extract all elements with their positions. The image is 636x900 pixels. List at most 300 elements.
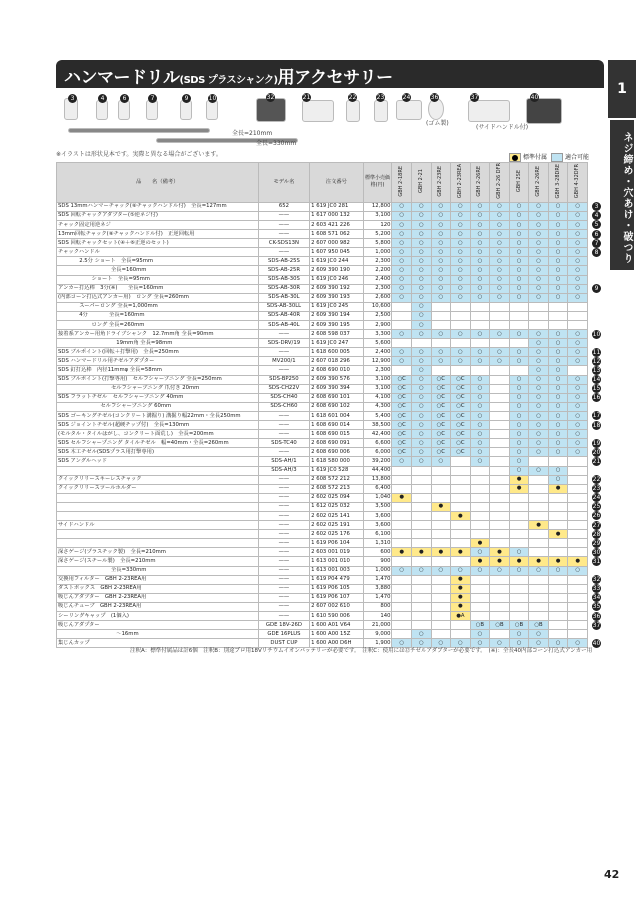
length-label: 全長=210mm xyxy=(232,130,273,137)
order-number: 1 618 580 000 xyxy=(310,457,364,466)
compat-cell: ○ xyxy=(392,211,412,220)
compat-cell: ○ xyxy=(431,357,451,366)
compat-cell: ○ xyxy=(490,202,510,211)
compat-cell xyxy=(568,548,588,557)
compat-cell: ○ xyxy=(548,566,568,575)
order-number: 1 613 001 010 xyxy=(310,557,364,566)
price: 2,500 xyxy=(363,311,392,320)
compat-cell: ○ xyxy=(548,375,568,384)
item-name: 全長=160mm xyxy=(57,266,259,275)
table-row xyxy=(57,566,588,575)
row-number-badge: 9 xyxy=(592,284,601,293)
compat-cell xyxy=(529,321,549,330)
compat-cell xyxy=(568,612,588,621)
compat-cell: ○ xyxy=(548,393,568,402)
model-name: —— xyxy=(258,612,309,621)
row-number-badge: 19 xyxy=(592,439,601,447)
compat-cell xyxy=(490,457,510,466)
order-number: 1 619 JC0 528 xyxy=(310,466,364,475)
compat-cell: ○ xyxy=(568,566,588,575)
compat-cell: ○ xyxy=(548,330,568,339)
compat-cell xyxy=(548,493,568,502)
row-number-badge: 24 xyxy=(592,494,601,502)
compat-cell: ○ xyxy=(529,248,549,257)
price: 2,300 xyxy=(363,257,392,266)
price: 3,600 xyxy=(363,511,392,520)
compat-cell xyxy=(470,593,490,602)
compat-cell xyxy=(568,366,588,375)
compat-cell: ○ xyxy=(412,384,432,393)
compat-cell xyxy=(509,311,529,320)
compat-cell xyxy=(548,539,568,548)
table-row xyxy=(57,439,588,448)
row-number-badge: 25 xyxy=(592,503,601,511)
compat-cell: ○ xyxy=(392,230,412,239)
compat-cell: ○ xyxy=(529,339,549,348)
compat-cell: ● xyxy=(431,548,451,557)
compat-cell: ○ xyxy=(548,348,568,357)
table-row xyxy=(57,293,588,302)
compat-cell: ○ xyxy=(470,393,490,402)
compat-cell xyxy=(490,584,510,593)
table-row xyxy=(57,602,588,611)
compat-cell: ○ xyxy=(509,466,529,475)
compat-cell: ○ xyxy=(431,566,451,575)
price: 1,470 xyxy=(363,593,392,602)
compat-cell xyxy=(392,557,412,566)
table-row xyxy=(57,348,588,357)
compat-cell: ○ xyxy=(509,393,529,402)
compat-cell: ○ xyxy=(548,357,568,366)
row-number-badge: 12 xyxy=(592,357,601,365)
price: 3,100 xyxy=(363,384,392,393)
row-number-badge: 26 xyxy=(592,512,601,520)
compat-cell: ○ xyxy=(548,211,568,220)
compat-cell: ○ xyxy=(451,202,471,211)
model-name: —— xyxy=(258,521,309,530)
row-number-badge: 5 xyxy=(592,220,601,229)
compat-cell: ○ xyxy=(529,266,549,275)
compat-cell xyxy=(509,593,529,602)
table-row xyxy=(57,557,588,566)
compat-cell xyxy=(568,584,588,593)
compat-cell: ● xyxy=(392,548,412,557)
compat-cell: ○ xyxy=(529,348,549,357)
compat-cell: ○ xyxy=(490,266,510,275)
compat-cell: ● xyxy=(451,584,471,593)
item-number: 9 xyxy=(182,94,191,103)
compat-cell xyxy=(509,321,529,330)
illustration-note: ※イラストは形状見本です。実際と異なる場合がございます。 xyxy=(56,151,222,158)
model-name: —— xyxy=(258,475,309,484)
compat-cell xyxy=(568,630,588,639)
compat-cell: ○ xyxy=(431,275,451,284)
item-number: 40 xyxy=(530,94,539,101)
model-name: SDS-AB-40R xyxy=(258,311,309,320)
item-name xyxy=(57,539,259,548)
price: 38,500 xyxy=(363,421,392,430)
page-number: 42 xyxy=(604,868,620,881)
compat-cell: ○C xyxy=(451,393,471,402)
model-name: SDS-AB-25R xyxy=(258,266,309,275)
compat-cell: ○ xyxy=(431,257,451,266)
compat-cell xyxy=(412,339,432,348)
compat-cell xyxy=(470,484,490,493)
table-row xyxy=(57,621,588,630)
model-name: SDS-AB-40L xyxy=(258,321,309,330)
compat-cell: ○ xyxy=(529,384,549,393)
compat-cell xyxy=(470,502,490,511)
compat-cell: ○ xyxy=(548,239,568,248)
model-name: SDS-CH40 xyxy=(258,393,309,402)
compat-cell xyxy=(412,557,432,566)
compat-cell: ○ xyxy=(490,230,510,239)
table-row xyxy=(57,239,588,248)
item-name xyxy=(57,466,259,475)
compat-cell xyxy=(451,557,471,566)
compat-cell xyxy=(568,575,588,584)
compat-cell: ○ xyxy=(509,439,529,448)
compat-cell: ○ xyxy=(451,275,471,284)
compat-cell xyxy=(431,521,451,530)
table-row xyxy=(57,630,588,639)
price: 3,300 xyxy=(363,330,392,339)
model-name: CK-SDS13N xyxy=(258,239,309,248)
compat-cell: ○ xyxy=(529,411,549,420)
legend xyxy=(509,152,589,162)
compat-cell: ○ xyxy=(412,421,432,430)
table-row xyxy=(57,266,588,275)
compat-cell: ○C xyxy=(451,411,471,420)
compat-cell: ○ xyxy=(451,257,471,266)
model-name: GDE 18V-26D xyxy=(258,621,309,630)
model-name: —— xyxy=(258,584,309,593)
price: 3,500 xyxy=(363,502,392,511)
compat-cell xyxy=(490,421,510,430)
compat-cell: ○C xyxy=(392,430,412,439)
compat-cell: ● xyxy=(529,557,549,566)
item-name: 吸じんチューブ GBH 2-23REA用 xyxy=(57,602,259,611)
compat-cell: ○ xyxy=(548,339,568,348)
item-name: セルフシャープニング 爪付き 20mm xyxy=(57,384,259,393)
compat-cell: ○C xyxy=(392,411,412,420)
compat-cell: ○ xyxy=(548,266,568,275)
price: 3,100 xyxy=(363,375,392,384)
compat-cell xyxy=(490,575,510,584)
row-number-badge: 30 xyxy=(592,548,601,556)
compat-cell: ○C xyxy=(392,375,412,384)
compat-cell: ○C xyxy=(392,402,412,411)
compat-cell: ○ xyxy=(470,402,490,411)
compat-cell xyxy=(490,311,510,320)
drive-shank-image xyxy=(206,100,218,120)
compat-cell: ○ xyxy=(451,357,471,366)
model-name: —— xyxy=(258,548,309,557)
price: 900 xyxy=(363,557,392,566)
model-name: —— xyxy=(258,248,309,257)
compat-cell: ○ xyxy=(412,202,432,211)
compat-cell: ○ xyxy=(412,330,432,339)
compat-cell: ○ xyxy=(548,439,568,448)
compat-cell xyxy=(431,575,451,584)
compat-cell xyxy=(451,502,471,511)
compat-cell xyxy=(490,411,510,420)
compat-cell xyxy=(412,466,432,475)
compat-cell xyxy=(392,575,412,584)
model-name: —— xyxy=(258,211,309,220)
price: 6,000 xyxy=(363,448,392,457)
compat-cell xyxy=(529,575,549,584)
order-number: 2 608 572 212 xyxy=(310,475,364,484)
item-name: サイドハンドル xyxy=(57,521,259,530)
order-number: 1 608 690 015 xyxy=(310,430,364,439)
item-name: SDS ジョイントチゼル(超硬チップ付) 全長=130mm xyxy=(57,421,259,430)
compat-cell: ○C xyxy=(451,448,471,457)
price: 13,800 xyxy=(363,475,392,484)
compat-cell xyxy=(431,602,451,611)
order-number: 2 609 390 195 xyxy=(310,321,364,330)
compat-cell: ○C xyxy=(451,384,471,393)
compat-cell: ○ xyxy=(509,348,529,357)
compat-cell: ○ xyxy=(548,284,568,293)
price: 6,400 xyxy=(363,484,392,493)
compat-cell xyxy=(412,575,432,584)
compat-cell xyxy=(490,439,510,448)
model-name: —— xyxy=(258,502,309,511)
compat-cell: ○ xyxy=(412,448,432,457)
header-tool: GBH 4-32DFR xyxy=(568,163,588,203)
compat-cell: ○ xyxy=(431,230,451,239)
compat-cell xyxy=(548,457,568,466)
price: 2,200 xyxy=(363,266,392,275)
order-number: 1 600 A00 D6H xyxy=(310,639,364,648)
compat-cell: ○ xyxy=(470,348,490,357)
anchor-rod-image xyxy=(68,128,210,133)
price: 5,800 xyxy=(363,239,392,248)
model-name: SDS-TC40 xyxy=(258,439,309,448)
compat-cell xyxy=(451,521,471,530)
item-name: SDS 木工チゼル(SDSプラス用打撃専用) xyxy=(57,448,259,457)
compat-cell xyxy=(568,493,588,502)
compat-cell xyxy=(431,539,451,548)
item-name: SDS 回転チャックセット(④＋⑥正逆のセット) xyxy=(57,239,259,248)
compat-cell xyxy=(568,457,588,466)
dust-adapter-image xyxy=(468,100,510,122)
row-number-badge: 29 xyxy=(592,539,601,547)
compat-cell: ○C xyxy=(451,421,471,430)
item-number: 36 xyxy=(430,94,439,101)
table-row xyxy=(57,248,588,257)
compat-cell: ○ xyxy=(548,639,568,648)
compat-cell: ○ xyxy=(509,230,529,239)
compat-cell xyxy=(431,511,451,520)
compat-cell: ○ xyxy=(451,330,471,339)
compat-cell: ○ xyxy=(392,248,412,257)
compat-cell: ○C xyxy=(431,439,451,448)
compat-cell: ○C xyxy=(431,384,451,393)
compat-cell: ○ xyxy=(490,239,510,248)
compat-cell xyxy=(490,393,510,402)
compat-cell xyxy=(470,339,490,348)
compat-cell: ○ xyxy=(568,257,588,266)
row-number-badge: 23 xyxy=(592,485,601,493)
compat-cell: ○ xyxy=(490,348,510,357)
price: 10,600 xyxy=(363,302,392,311)
price: 21,000 xyxy=(363,621,392,630)
model-name: —— xyxy=(258,566,309,575)
item-name xyxy=(57,511,259,520)
compat-cell: ○ xyxy=(529,284,549,293)
compat-cell xyxy=(529,475,549,484)
compat-cell: ○ xyxy=(470,357,490,366)
compat-cell: ○ xyxy=(548,230,568,239)
compat-cell xyxy=(568,466,588,475)
compat-cell: ○ xyxy=(412,293,432,302)
compat-cell xyxy=(509,339,529,348)
compat-cell xyxy=(470,575,490,584)
compat-cell xyxy=(509,530,529,539)
table-row xyxy=(57,484,588,493)
order-number: 2 607 002 610 xyxy=(310,602,364,611)
row-number-badge: 16 xyxy=(592,394,601,402)
table-row xyxy=(57,321,588,330)
compat-cell: ○ xyxy=(490,220,510,229)
compat-cell xyxy=(490,402,510,411)
compat-cell: ○ xyxy=(509,548,529,557)
item-name xyxy=(57,493,259,502)
compat-cell: ○ xyxy=(490,330,510,339)
compat-cell xyxy=(568,511,588,520)
order-number: 1 617 000 132 xyxy=(310,211,364,220)
compat-cell: ○ xyxy=(412,366,432,375)
item-name: アンカー打込棒 3分(※) 全長=160mm xyxy=(57,284,259,293)
item-name: ～16mm xyxy=(57,630,259,639)
model-name: —— xyxy=(258,557,309,566)
adapter-image xyxy=(96,100,108,120)
compat-cell: ○ xyxy=(509,457,529,466)
compat-cell: ○ xyxy=(568,220,588,229)
model-name: —— xyxy=(258,602,309,611)
compat-cell: ○ xyxy=(529,630,549,639)
compat-cell xyxy=(529,584,549,593)
compat-cell: ○ xyxy=(451,266,471,275)
price: 2,400 xyxy=(363,348,392,357)
order-number: 2 603 001 019 xyxy=(310,548,364,557)
compat-cell xyxy=(509,366,529,375)
compat-cell: ○ xyxy=(412,257,432,266)
compat-cell xyxy=(412,493,432,502)
price: 1,470 xyxy=(363,575,392,584)
table-row xyxy=(57,593,588,602)
compat-cell: ○ xyxy=(548,293,568,302)
order-number: 1 619 P06 104 xyxy=(310,539,364,548)
compat-cell xyxy=(509,575,529,584)
table-row xyxy=(57,220,588,229)
table-row xyxy=(57,257,588,266)
compat-cell xyxy=(490,466,510,475)
compat-cell: ○ xyxy=(529,393,549,402)
compat-cell: ○ xyxy=(509,239,529,248)
compat-cell: ○ xyxy=(470,421,490,430)
compat-cell: ○C xyxy=(431,430,451,439)
compat-cell xyxy=(412,475,432,484)
price: 3,100 xyxy=(363,211,392,220)
compat-cell xyxy=(451,621,471,630)
row-number-badge: 20 xyxy=(592,448,601,456)
compat-cell: ○ xyxy=(412,230,432,239)
compat-cell xyxy=(568,502,588,511)
compat-cell xyxy=(548,302,568,311)
compat-cell: ○ xyxy=(470,248,490,257)
compat-cell xyxy=(451,302,471,311)
price: 3,880 xyxy=(363,584,392,593)
compat-cell: ● xyxy=(568,557,588,566)
table-row xyxy=(57,548,588,557)
row-number-badge: 33 xyxy=(592,585,601,593)
compat-cell: ○C xyxy=(431,375,451,384)
price: 9,000 xyxy=(363,630,392,639)
order-number: 2 608 598 037 xyxy=(310,330,364,339)
compat-cell: ○ xyxy=(509,421,529,430)
compat-cell: ○C xyxy=(392,448,412,457)
row-number-badge: 10 xyxy=(592,330,601,338)
order-number: 1 612 025 032 xyxy=(310,502,364,511)
row-number-badge: 3 xyxy=(592,202,601,211)
order-number: 2 608 572 213 xyxy=(310,484,364,493)
model-name: SDS-AB-25S xyxy=(258,257,309,266)
compat-cell: ○ xyxy=(431,211,451,220)
compat-cell: ○ xyxy=(470,639,490,648)
compat-cell: ○ xyxy=(412,284,432,293)
compat-cell: ○ xyxy=(529,202,549,211)
order-number: 1 610 590 006 xyxy=(310,612,364,621)
compat-cell: ○ xyxy=(392,257,412,266)
compat-cell: ○ xyxy=(392,293,412,302)
table-row xyxy=(57,357,588,366)
model-name: —— xyxy=(258,484,309,493)
order-number: 1 618 601 004 xyxy=(310,411,364,420)
compat-cell xyxy=(451,339,471,348)
compat-cell xyxy=(451,457,471,466)
compat-cell xyxy=(509,539,529,548)
compat-cell: ○C xyxy=(431,411,451,420)
compat-cell xyxy=(470,493,490,502)
model-name: —— xyxy=(258,230,309,239)
compat-cell xyxy=(568,530,588,539)
quick-release-chuck-image xyxy=(346,100,360,122)
compat-cell: ○ xyxy=(470,439,490,448)
compat-cell xyxy=(548,584,568,593)
compat-cell: ○ xyxy=(548,411,568,420)
header-tool: GBH 2-23REA xyxy=(451,163,471,203)
compat-cell xyxy=(392,302,412,311)
compat-cell xyxy=(392,502,412,511)
compat-cell: ○ xyxy=(568,330,588,339)
compat-cell: ○ xyxy=(412,566,432,575)
compat-cell xyxy=(568,593,588,602)
compat-cell xyxy=(490,612,510,621)
header-tool: GBH 2-26 DFR xyxy=(490,163,510,203)
compat-cell: ○ xyxy=(490,211,510,220)
compat-cell xyxy=(431,621,451,630)
header-price: 標準小売価格(円) xyxy=(363,163,392,203)
compat-cell: ○ xyxy=(392,457,412,466)
compat-cell: ○ xyxy=(548,366,568,375)
order-number: 2 602 025 176 xyxy=(310,530,364,539)
compat-cell: ○C xyxy=(431,393,451,402)
row-number-badge: 11 xyxy=(592,348,601,356)
compat-cell xyxy=(470,521,490,530)
